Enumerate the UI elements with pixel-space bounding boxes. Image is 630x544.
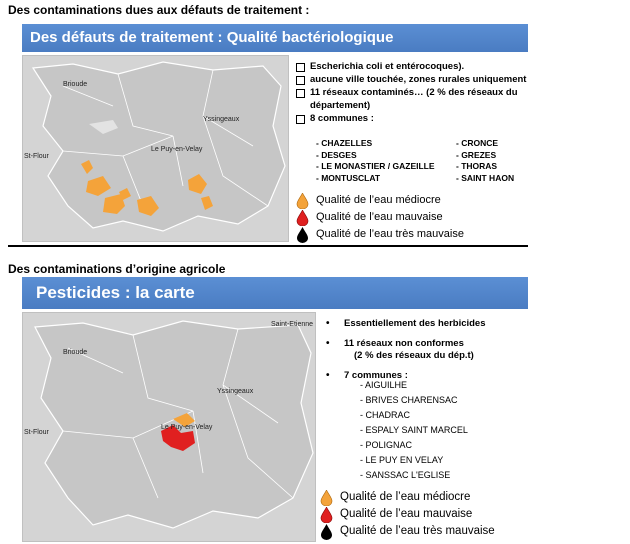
commune-item: - ESPALY SAINT MARCEL: [360, 425, 468, 435]
legend-tres-mauvaise: [296, 226, 464, 243]
legend-mediocre: [296, 192, 464, 209]
bullet-item: 8 communes :: [296, 112, 528, 125]
town-label: Yssingeaux: [203, 116, 240, 123]
town-label: St-Flour: [24, 153, 49, 160]
town-label: Brioude: [63, 349, 88, 356]
legend-tres-mauvaise: [320, 523, 495, 540]
town-label: Saint-Etienne: [271, 321, 314, 328]
section1-map: [22, 55, 289, 242]
town-label: Yssingeaux: [217, 388, 254, 395]
legend-mauvaise: [320, 506, 495, 523]
commune-item: - MONTUSCLAT: [316, 172, 381, 183]
commune-item: - CRONCE: [456, 138, 499, 148]
legend-label: Qualité de l’eau très mauvaise: [316, 228, 464, 240]
bullet-item: 11 réseaux contaminés… (2 % des réseaux du département): [296, 86, 528, 112]
section1-heading: Des contaminations dues aux défauts de traitement :: [8, 3, 310, 17]
town-label: Le Puy-en-Velay: [161, 424, 213, 431]
drop-black-icon: [296, 227, 309, 243]
section-divider: [8, 245, 528, 247]
bullet-text: • 11 réseaux non conformes: [344, 338, 464, 349]
legend-label: Qualité de l’eau mauvaise: [316, 211, 443, 223]
drop-orange-icon: [320, 490, 333, 506]
legend-label: Qualité de l’eau mauvaise: [340, 508, 473, 520]
town-label: St-Flour: [24, 429, 49, 436]
section2-map: [22, 312, 316, 542]
drop-red-icon: [296, 210, 309, 226]
commune-item: - LE PUY EN VELAY: [360, 455, 444, 465]
legend-mediocre: [320, 489, 495, 506]
bullet-item: aucune ville touchée, zones rurales uniquement: [296, 73, 528, 86]
commune-item: - LE MONASTIER / GAZEILLE: [316, 161, 435, 171]
section1-banner: Des défauts de traitement : Qualité bactériologique: [22, 24, 528, 52]
bullet-item: • 7 communes :: [326, 370, 536, 382]
section2-communes: [360, 378, 468, 483]
bullet-item: • Essentiellement des herbicides: [326, 318, 536, 330]
section1-legend: [296, 192, 464, 243]
commune-item: - SANSSAC L'EGLISE: [360, 470, 451, 480]
commune-item: - BRIVES CHARENSAC: [360, 395, 458, 405]
bullet-item: [326, 338, 536, 362]
bullet-item: Escherichia coli et entérocoques).: [296, 60, 528, 73]
section2-banner: Pesticides : la carte: [22, 277, 528, 309]
drop-black-icon: [320, 524, 333, 540]
commune-item: - CHADRAC: [360, 410, 411, 420]
commune-item: - POLIGNAC: [360, 440, 413, 450]
section1-bullets: [296, 60, 528, 125]
commune-item: - DESGES: [316, 149, 357, 160]
section2-legend: [320, 489, 495, 540]
legend-label: Qualité de l’eau médiocre: [340, 491, 471, 503]
section1-communes: [316, 138, 556, 184]
commune-item: - THORAS: [456, 161, 498, 171]
commune-item: - CHAZELLES: [316, 138, 373, 148]
bullet-subtext: (2 % des réseaux du dép.t): [354, 350, 474, 361]
commune-item: - SAINT HAON: [456, 172, 515, 183]
town-label: Le Puy-en-Velay: [151, 146, 203, 153]
drop-red-icon: [320, 507, 333, 523]
section2-heading: Des contaminations d’origine agricole: [8, 262, 226, 276]
legend-mauvaise: [296, 209, 464, 226]
commune-item: - GREZES: [456, 149, 497, 160]
legend-label: Qualité de l’eau médiocre: [316, 194, 441, 206]
commune-item: - AIGUILHE: [360, 380, 408, 390]
legend-label: Qualité de l’eau très mauvaise: [340, 525, 495, 537]
drop-orange-icon: [296, 193, 309, 209]
town-label: Brioude: [63, 81, 88, 88]
